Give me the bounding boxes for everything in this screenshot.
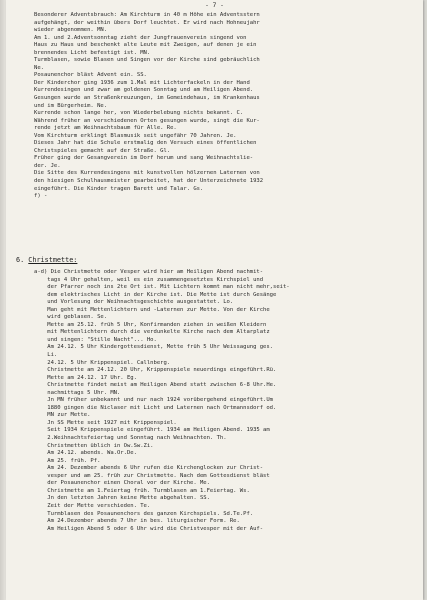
text-line: Li. [34, 352, 58, 359]
text-line: rende jetzt am Weihnachtsbaum für Alle. Re. [34, 125, 177, 132]
text-line: aufgehängt, der weithin übers Dorf leuchtet. Er wird nach Hohneujahr [34, 19, 260, 26]
text-line: Am 24.Dezember abends 7 Uhr in bes. liturgischer Form. Re. [34, 518, 240, 525]
text-line: Posaunenchor bläst Advent ein. SS. [34, 72, 147, 79]
text-line: Am 24.12. 5 Uhr Kindergottesdienst, Mette früh 5 Uhr Weissagung ges. [34, 344, 274, 351]
text-line: Turmblasen des Posaunenchors des ganzen Kirchspiels. Sd.Te.Pf. [34, 510, 254, 517]
text-line: Man geht mit Mettenlichtern und -Laternen zur Mette. Von der Kirche [34, 306, 270, 313]
text-line: f) - [34, 193, 48, 200]
text-line: der Pfarrer noch ins 2te Ort ist. Mit Lichtern kommt man nicht mehr,seit- [34, 284, 290, 291]
text-line: eingeführt. Die Kinder tragen Barett und Talar. Gs. [34, 185, 204, 192]
text-line: Am 25. früh. Pf. [34, 457, 101, 464]
text-line: MN zur Mette. [34, 412, 91, 419]
text-line: Am 24.12. abends. Wa.Or.De. [34, 450, 137, 457]
text-line: nachmittags 5 Uhr. MN. [34, 389, 121, 396]
text-line: Ne. [34, 64, 44, 71]
text-line: a-d) Die Christmette oder Vesper wird hier am Heiligen Abend nachmit- [34, 269, 264, 275]
text-line: 1880 gingen die Niclaser mit Licht und Laternen nach Ortmannsdorf od. [34, 404, 277, 411]
text-line: und singen: "Stille Nacht"... Ho. [34, 336, 157, 343]
text-line: dem elektrisches Licht in der Kirche ist. Die Mette ist durch Gesänge [34, 291, 277, 298]
text-line: Mette am 24.12. 17 Uhr. Eg. [34, 374, 137, 381]
text-line: Jn MN früher unbekannt und nur nach 1924 vorübergehend eingeführt.Um [34, 397, 274, 404]
section-number: 6. [16, 256, 25, 264]
text-line: Am 24. Dezember abends 6 Uhr rufen die Kirchenglocken zur Christ- [34, 465, 264, 472]
text-line: Haus zu Haus und beschenkt alte Leute mit Zweigen, auf denen je ein [34, 42, 257, 49]
text-line: 2.Weihnachtsfeiertag und Sonntag nach Weihnachten. Th. [34, 435, 227, 442]
text-line: Vom Kirchturm erklingt Blasmusik seit ungefähr 70 Jahren. Je. [34, 132, 237, 139]
text-line: Kurrendesingen und zwar am goldenen Sonntag und am Heiligen Abend. [34, 87, 254, 94]
text-line: wird geblasen. Se. [34, 314, 108, 321]
text-line: Während früher an verschiedenen Orten gesungen wurde, singt die Kur- [34, 117, 260, 124]
text-line: Dieses Jahr hat die Schule erstmalig den Versuch eines öffentlichen [34, 140, 257, 147]
text-line: Kurrende schon lange her, von Wiederbelebung nichts bekannt. C. [34, 110, 244, 117]
text-line: Seit 1934 Krippenspiele eingeführt. 1934 am Heiligen Abend. 1935 am [34, 427, 270, 434]
text-line: Früher ging der Gesangverein im Dorf herum und sang Weihnachtslie- [34, 155, 254, 162]
text-line: 24.12. 5 Uhr Krippenspiel. Callnberg. [34, 359, 171, 366]
text-line: vesper und am 25. früh zur Christmette. Nach dem Gottesdienst bläst [34, 472, 270, 479]
text-line: Turmblasen, sowie Blasen und Singen vor der Kirche sind gebräuchlich [34, 57, 260, 64]
document-page [6, 0, 423, 600]
text-block-bottom [34, 269, 416, 533]
text-line: und Vorlesung der Weihnachtsgeschichte ausgestattet. Lo. [34, 299, 234, 306]
text-line: und im Bürgerheim. Ne. [34, 102, 108, 109]
text-line: mit Mettenlichtern durch die verdunkelte Kirche nach dem Altarplatz [34, 329, 270, 336]
text-line: Die Sitte des Kurrendesingens mit kunstvollen hölzernen Laternen von [34, 170, 260, 177]
text-line: der. Je. [34, 162, 61, 169]
text-line: Christspieles gemacht auf der Straße. Gl. [34, 147, 171, 154]
text-line: Am Heiligen Abend 5 oder 6 Uhr wird die Christvesper mit der Auf- [34, 525, 264, 532]
page-number: - 7 - [205, 2, 224, 9]
text-line: den hiesigen Schulhausmeister gearbeitet, hat der Unterzeichnete 1932 [34, 178, 264, 185]
text-line: Christmette findet meist am Heiligen Abend statt zwischen 6-8 Uhr.He. [34, 382, 277, 389]
text-block-top [34, 12, 416, 201]
text-line: der Posaunenchor einen Choral vor der Kirche. Me. [34, 480, 210, 487]
section-title: Christmette: [28, 256, 78, 264]
text-line: Jn SS Mette seit 1927 mit Krippenspiel. [34, 419, 177, 426]
text-line: Gesungen wurde an Straßenkreuzungen, im Gemeindehaus, im Krankenhaus [34, 95, 260, 102]
text-line: wieder abgenommen. MN. [34, 27, 108, 34]
text-line: tags 4 Uhr gehalten, weil es ein zusammengesetztes Kirchspiel und [34, 276, 264, 283]
text-line: Christmette am 1.Feiertag früh. Turmblasen am 1.Feiertag. Ws. [34, 487, 250, 494]
text-line: Zeit der Mette verschieden. Te. [34, 502, 151, 509]
text-line: Am 1. und 2.Adventsonntag zieht der Jungfrauenverein singend von [34, 34, 247, 41]
text-line: Jn den letzten Jahren keine Mette abgehalten. SS. [34, 495, 210, 502]
text-line: Mette am 25.12. früh 5 Uhr, Konfirmanden ziehen in weißen Kleidern [34, 321, 267, 328]
text-line: Christmette am 24.12. 20 Uhr, Krippenspiele neuerdings eingeführt.Rü. [34, 367, 277, 374]
text-line: Der Kinderchor ging 1936 zum 1.Mal mit Lichterfackeln in der Hand [34, 79, 250, 86]
text-line: Christmetten üblich in Ow.Sw.Zi. [34, 442, 154, 449]
text-line: Besonderer Adventsbrauch: Am Kirchturm in 40 m Höhe ein Adventsstern [34, 12, 260, 18]
section-heading [16, 256, 77, 264]
text-line: brennendes Licht befestigt ist. MN. [34, 49, 151, 56]
